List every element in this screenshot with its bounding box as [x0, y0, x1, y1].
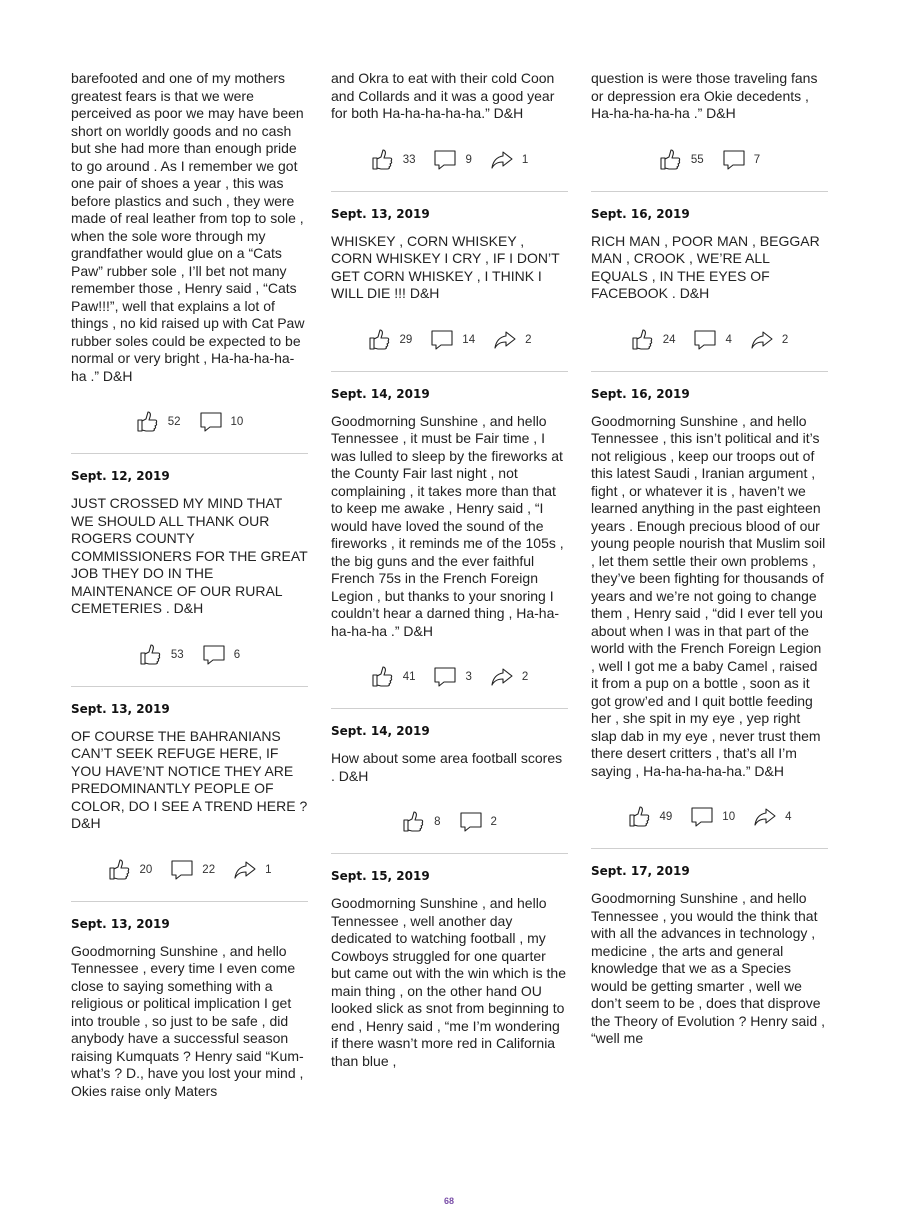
post	[71, 902, 308, 1101]
share-count: 1	[265, 863, 272, 876]
reaction-bar	[71, 855, 308, 885]
like-button[interactable]	[136, 410, 181, 434]
like-button[interactable]	[368, 328, 413, 352]
share-button[interactable]	[490, 148, 528, 172]
post-text: Goodmorning Sunshine , and hello Tennessee , well another day dedicated to watching football , my Cowboys struggled for one quarter but came out with the win which is the main thing , on the other hand OU looked slick as snot from beginning to end , Henry said , “me I’m wondering if there wasn’t more red in California than blue ,	[331, 895, 567, 1069]
share-count: 2	[781, 333, 789, 346]
post	[591, 192, 828, 372]
share-icon	[490, 665, 514, 689]
comment-button[interactable]	[433, 665, 471, 689]
post	[71, 687, 308, 902]
thumbs-up-icon	[371, 665, 395, 689]
column-3	[591, 70, 828, 1048]
thumbs-up-icon	[136, 410, 160, 434]
post-date: Sept. 13, 2019	[331, 206, 430, 221]
share-count: 1	[521, 153, 529, 166]
post	[331, 709, 568, 854]
reaction-bar	[331, 145, 568, 175]
post-text: How about some area football scores . D&H	[331, 750, 563, 784]
thumbs-up-icon	[628, 805, 652, 829]
comment-icon	[433, 148, 457, 172]
post	[591, 70, 828, 192]
comment-count: 10	[722, 811, 736, 823]
reaction-bar	[71, 640, 308, 670]
comment-icon	[693, 328, 717, 352]
reaction-bar	[331, 325, 568, 355]
comment-count: 3	[465, 671, 472, 683]
comment-count: 9	[465, 153, 472, 166]
post-text: RICH MAN , POOR MAN , BEGGAR MAN , CROOK , WE’RE ALL EQUALS , IN THE EYES OF FACEBOOK . D&H	[591, 232, 820, 301]
comment-button[interactable]	[199, 410, 244, 434]
like-count: 29	[399, 333, 413, 346]
reaction-bar	[331, 662, 568, 692]
comment-button[interactable]	[722, 148, 760, 172]
share-icon	[493, 328, 517, 352]
share-button[interactable]	[753, 805, 791, 829]
post-date: Sept. 12, 2019	[71, 469, 170, 483]
thumbs-up-icon	[659, 148, 683, 172]
comment-count: 7	[753, 153, 761, 166]
comment-count: 4	[725, 333, 732, 346]
post-text: barefooted and one of my mothers greatest fears is that we were perceived as poor we may have been short on worldly goods and no cash but she had more than enough pride to go around . As I remember we got one pair of shoes a year , this was before plastics and such , they were made of real leather from top to sole , when the sole wore through my grandfather would glue on a “Cats Paw” rubber sole , I’ll bet not many remember those , Henry said , “Cats Paw!!!”, well that explains a lot of things , no kid raised up with Cat Paw rubber soles could be expected to be normal or very bright , Ha-ha-ha-ha-ha .” D&H	[71, 70, 305, 384]
post-text: JUST CROSSED MY MIND THAT WE SHOULD ALL THANK OUR ROGERS COUNTY COMMISSIONERS FOR THE GREAT JOB THEY DO IN THE MAINTENANCE OF OUR RURAL CEMETERIES . D&H	[71, 495, 308, 616]
post	[331, 70, 568, 192]
thumbs-up-icon	[368, 328, 392, 352]
post-date: Sept. 17, 2019	[591, 864, 690, 878]
post-text: Goodmorning Sunshine , and hello Tennessee , every time I even come close to saying something with a religious or political implication I get into trouble , so just to be safe , did anybody have a successful season raising Kumquats ? Henry said “Kum-what’s ? D., have you lost your mind , Okies raise only Maters	[71, 942, 304, 1099]
thumbs-up-icon	[402, 810, 426, 834]
post-text: Goodmorning Sunshine , and hello Tennessee , this isn’t political and it’s not religious , keep our troops out of this latest Saudi , Iranian argument , fight , or whatever it is , haven’t we learned anything in the past eighteen years . Enough precious blood of our young people nourish that Muslim soil , let them settle their own problems , they’ve been fighting for thousands of years and we’re not going to change them , Henry said , “did I ever tell you about when I was in that part of the world with the French Foreign Legion , well I got me a baby Camel , raised it from a pup on a bottle , soon as it got grow’ed and I quit bottle feeding her , she spit in my eye , yep right slap dab in my eye , never trust them there desert critters , that’s all I’m saying , Ha-ha-ha-ha-ha.” D&H	[591, 412, 826, 779]
post-date: Sept. 13, 2019	[71, 916, 170, 931]
share-button[interactable]	[490, 665, 528, 689]
share-icon	[490, 148, 514, 172]
share-button[interactable]	[493, 328, 531, 352]
post	[591, 849, 828, 1048]
post	[331, 192, 568, 372]
column-1	[71, 70, 308, 1100]
comment-icon	[202, 643, 226, 667]
comment-icon	[170, 858, 194, 882]
share-icon	[753, 805, 777, 829]
thumbs-up-icon	[371, 148, 395, 172]
comment-button[interactable]	[430, 328, 475, 352]
reaction-bar	[71, 407, 308, 437]
like-count: 53	[170, 648, 184, 661]
reaction-bar	[591, 325, 828, 355]
reaction-bar	[591, 802, 828, 832]
comment-count: 14	[462, 333, 476, 346]
comment-icon	[199, 410, 223, 434]
comment-count: 10	[230, 416, 244, 428]
like-count: 49	[659, 811, 673, 823]
comment-button[interactable]	[202, 643, 240, 667]
post-text: and Okra to eat with their cold Coon and Collards and it was a good year for both Ha-ha-ha-ha-ha.” D&H	[331, 70, 555, 121]
share-count: 2	[525, 333, 532, 346]
comment-icon	[722, 148, 746, 172]
thumbs-up-icon	[631, 328, 655, 352]
like-button[interactable]	[631, 328, 676, 352]
comment-button[interactable]	[693, 328, 731, 352]
like-count: 24	[662, 333, 676, 346]
comment-button[interactable]	[433, 148, 471, 172]
like-button[interactable]	[139, 643, 184, 667]
post-date: Sept. 13, 2019	[71, 701, 170, 716]
like-count: 52	[167, 416, 181, 428]
comment-button[interactable]	[690, 805, 735, 829]
comment-icon	[459, 810, 483, 834]
post	[591, 372, 828, 850]
like-count: 55	[690, 153, 704, 166]
post-text: Goodmorning Sunshine , and hello Tennessee , you would the think that with all the advances in technology , medicine , the arts and general knowledge that we as a Species would be getting smarter , well we don’t seem to be , does that disprove the Theory of Evolution ? Henry said , “well me	[591, 890, 825, 1046]
post-text: question is were those traveling fans or depression era Okie decedents , Ha-ha-ha-ha-ha .” D&H	[591, 70, 818, 121]
like-count: 41	[402, 671, 416, 683]
share-count: 2	[521, 671, 529, 683]
post-date: Sept. 14, 2019	[331, 386, 430, 401]
post-date: Sept. 15, 2019	[331, 869, 430, 883]
share-button[interactable]	[750, 328, 788, 352]
like-button[interactable]	[371, 148, 416, 172]
post	[331, 854, 568, 1070]
share-count: 4	[785, 811, 792, 823]
post-date: Sept. 16, 2019	[591, 386, 690, 401]
post	[71, 454, 308, 687]
like-count: 20	[139, 863, 153, 876]
like-count: 33	[402, 153, 416, 166]
like-button[interactable]	[628, 805, 673, 829]
reaction-bar	[591, 145, 828, 175]
post-text: WHISKEY , CORN WHISKEY , CORN WHISKEY I CRY , IF I DON’T GET CORN WHISKEY , I THINK I WILL DIE !!! D&H	[331, 232, 560, 301]
comment-icon	[430, 328, 454, 352]
like-button[interactable]	[659, 148, 704, 172]
like-button[interactable]	[108, 858, 153, 882]
post-date: Sept. 16, 2019	[591, 206, 690, 221]
share-button[interactable]	[233, 858, 271, 882]
comment-count: 22	[202, 863, 216, 876]
comment-count: 2	[490, 816, 497, 828]
post-date: Sept. 14, 2019	[331, 724, 430, 738]
like-button[interactable]	[371, 665, 416, 689]
share-icon	[750, 328, 774, 352]
comment-icon	[433, 665, 457, 689]
comment-button[interactable]	[170, 858, 215, 882]
thumbs-up-icon	[139, 643, 163, 667]
reaction-bar	[331, 807, 568, 837]
share-icon	[233, 858, 257, 882]
comment-button[interactable]	[459, 810, 497, 834]
comment-count: 6	[233, 648, 241, 661]
comment-icon	[690, 805, 714, 829]
page-number: 68	[443, 1196, 454, 1206]
like-button[interactable]	[402, 810, 440, 834]
post	[71, 70, 308, 454]
thumbs-up-icon	[108, 858, 132, 882]
post	[331, 372, 568, 710]
column-2	[331, 70, 568, 1070]
post-text: OF COURSE THE BAHRANIANS CAN’T SEEK REFUGE HERE, IF YOU HAVE’NT NOTICE THEY ARE PREDOMINANTLY PEOPLE OF COLOR, DO I SEE A TREND HERE ? D&H	[71, 727, 308, 831]
post-text: Goodmorning Sunshine , and hello Tennessee , it must be Fair time , I was lulled to sleep by the fireworks at the County Fair last night , not complaining , it takes more than that to keep me awake , Henry said , “I would have loved the sound of the fireworks , it reminds me of the 105s , the big guns and the ever faithful French 75s in the French Foreign Legion , but thanks to your snoring I couldn’t hear a darned thing , Ha-ha-ha-ha-ha .” D&H	[331, 412, 564, 639]
like-count: 8	[434, 816, 441, 828]
